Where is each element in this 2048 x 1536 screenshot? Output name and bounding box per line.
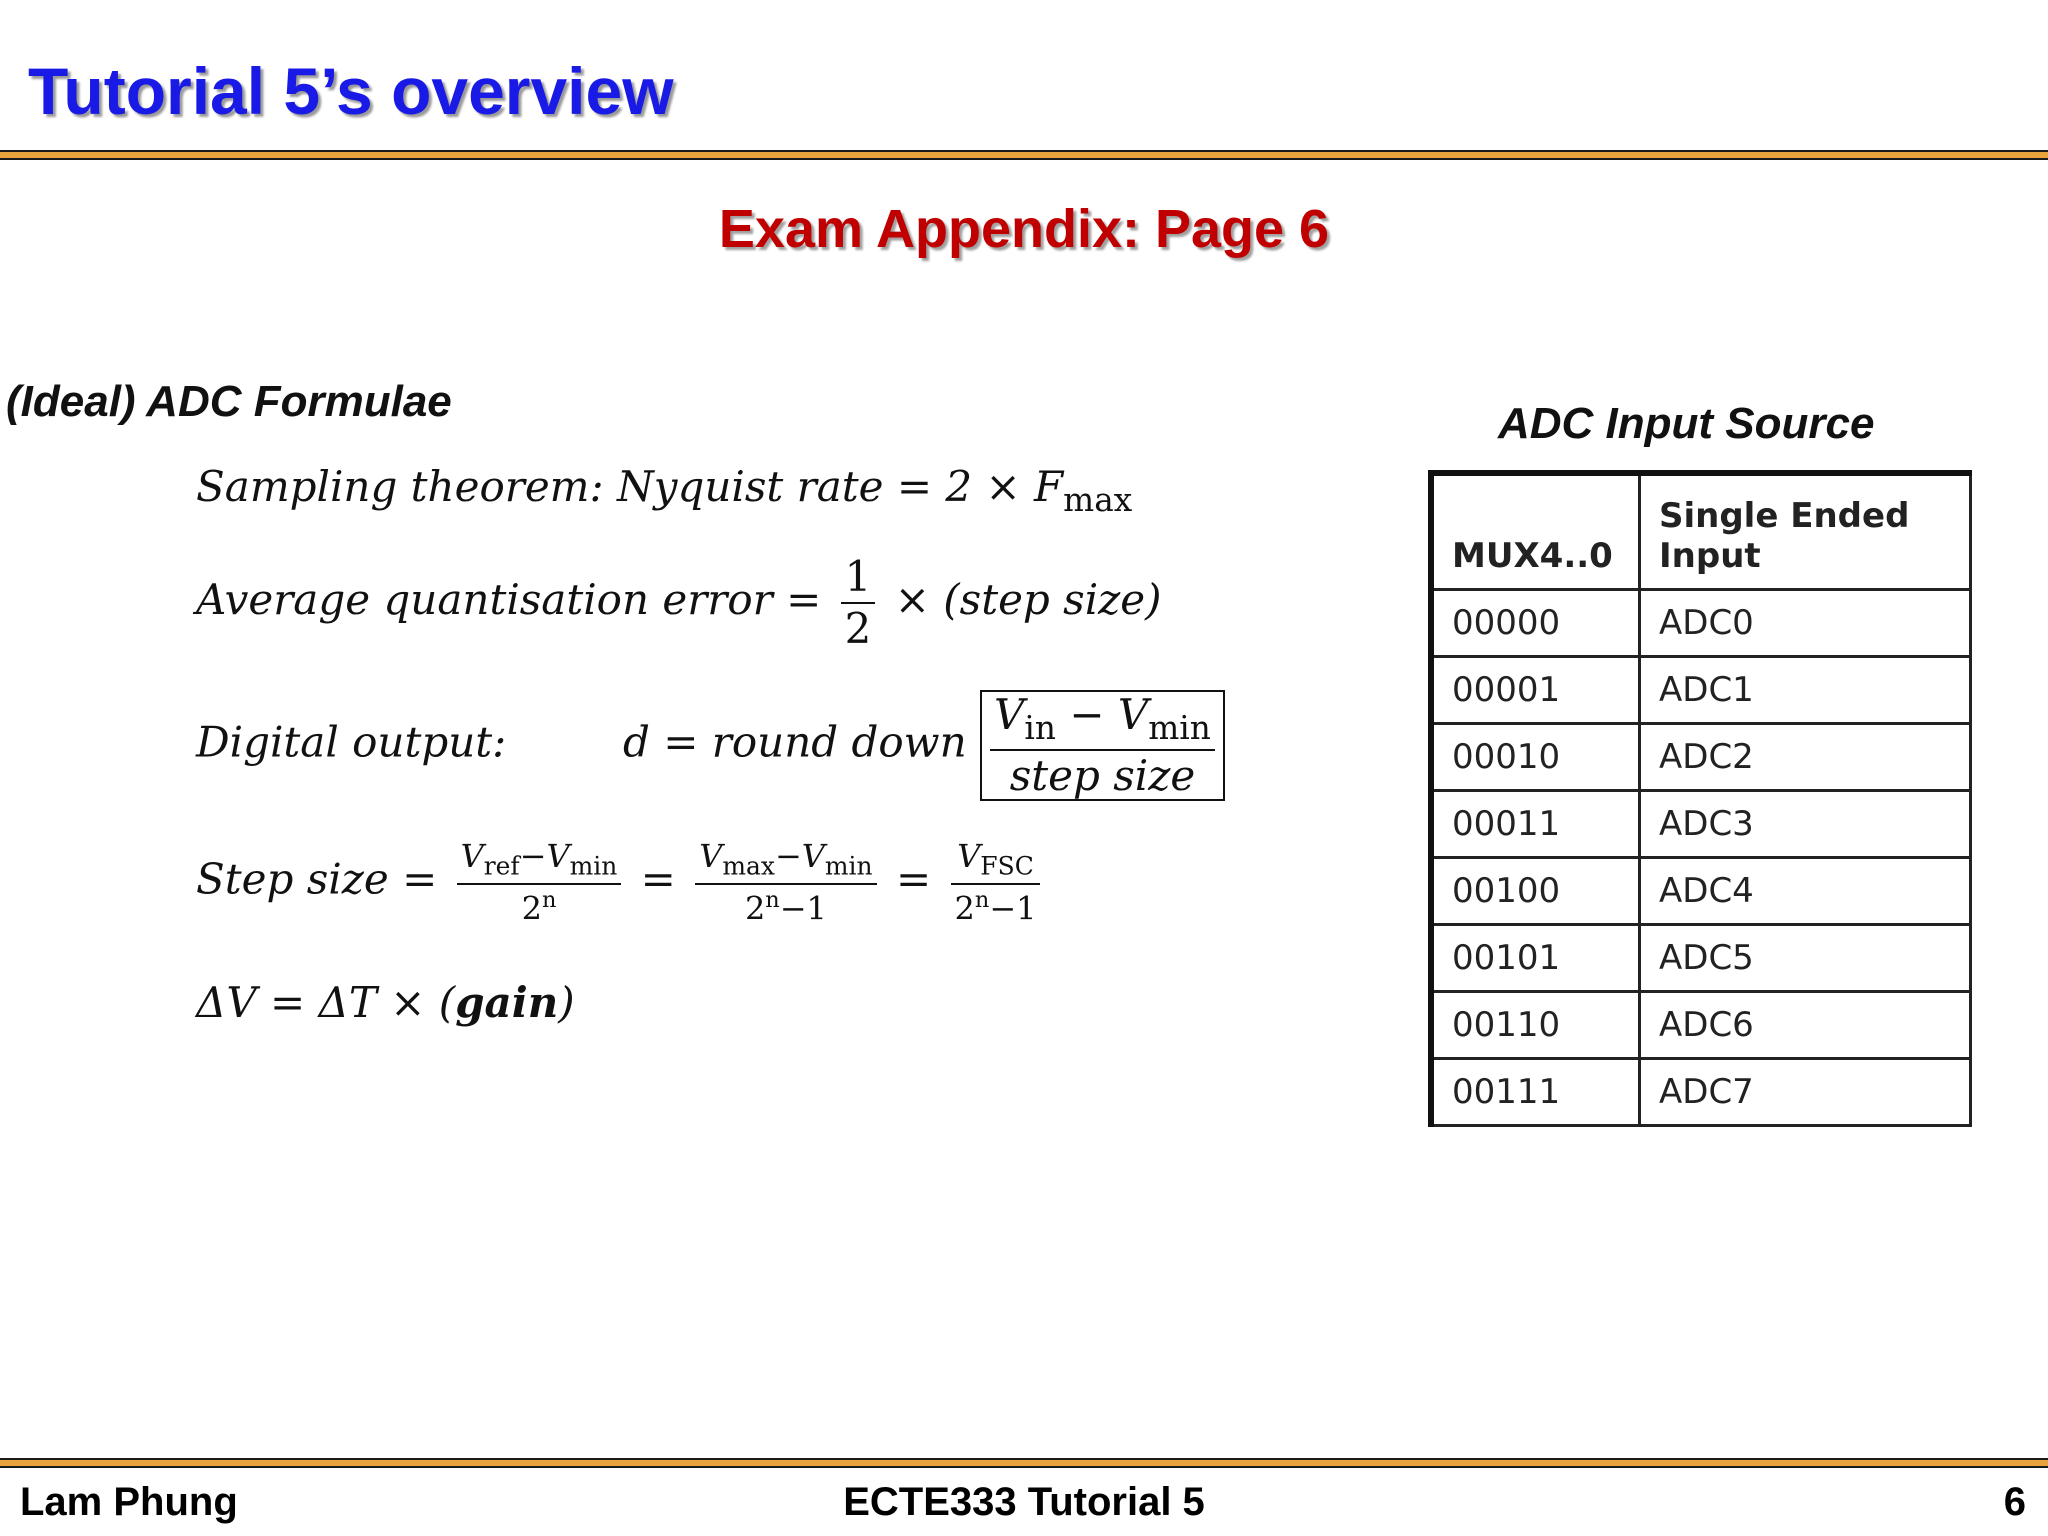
slide-subtitle: Exam Appendix: Page 6 xyxy=(718,199,1330,259)
digital-output-formula: Digital output: d = round down $\frac{V_{in} - V_{min}}{\text{step size}}$ xyxy=(196,690,1225,801)
step-fraction-ref: $\frac{V_{ref}-V_{min}}{2^n}$ xyxy=(457,840,622,925)
footer-course: ECTE333 Tutorial 5 xyxy=(843,1480,1205,1524)
footer-author: Lam Phung xyxy=(20,1480,238,1524)
table-row: 00001 ADC1 xyxy=(1431,657,1971,724)
page-number: 6 xyxy=(2003,1480,2026,1524)
header-rule xyxy=(0,150,2048,160)
table-row: 00010 ADC2 xyxy=(1431,724,1971,791)
gain-formula: ΔV = ΔT × (gain) xyxy=(196,978,575,1027)
sampling-theorem-formula: Sampling theorem: Nyquist rate = $2 \times F_{max}$ xyxy=(196,462,1133,519)
footer-rule xyxy=(0,1458,2048,1468)
table-row: 00101 ADC5 xyxy=(1431,925,1971,992)
quantisation-error-formula: Average quantisation error = $\frac{1}{2}$ × (step size) xyxy=(196,552,1162,653)
floor-bracket: $\frac{V_{in} - V_{min}}{\text{step size}}$ xyxy=(980,690,1225,801)
column-header-input: Single Ended Input xyxy=(1640,473,1971,590)
table-row: 00100 ADC4 xyxy=(1431,858,1971,925)
column-header-mux: MUX4..0 xyxy=(1431,473,1640,590)
step-size-formula: Step size = $\frac{V_{ref}-V_{min}}{2^n}$ = $\frac{V_{max}-V_{min}}{2^n-1}$ = $\frac{V_{FSC}}{2^n-1}$ xyxy=(196,840,1046,925)
table-row: 00011 ADC3 xyxy=(1431,791,1971,858)
adc-input-source-table xyxy=(1428,470,1972,1127)
table-header-row xyxy=(1431,473,1971,590)
table-row: 00000 ADC0 xyxy=(1431,590,1971,657)
adc-table-title: ADC Input Source xyxy=(1498,399,1875,448)
step-fraction-max: $\frac{V_{max}-V_{min}}{2^n-1}$ xyxy=(695,840,876,925)
table-row: 00111 ADC7 xyxy=(1431,1059,1971,1126)
table-row: 00110 ADC6 xyxy=(1431,992,1971,1059)
one-half-fraction: $\frac{1}{2}$ xyxy=(841,556,876,650)
step-fraction-fsc: $\frac{V_{FSC}}{2^n-1}$ xyxy=(951,840,1041,925)
slide-title: Tutorial 5’s overview xyxy=(28,54,674,128)
formulae-heading: (Ideal) ADC Formulae xyxy=(6,377,452,426)
